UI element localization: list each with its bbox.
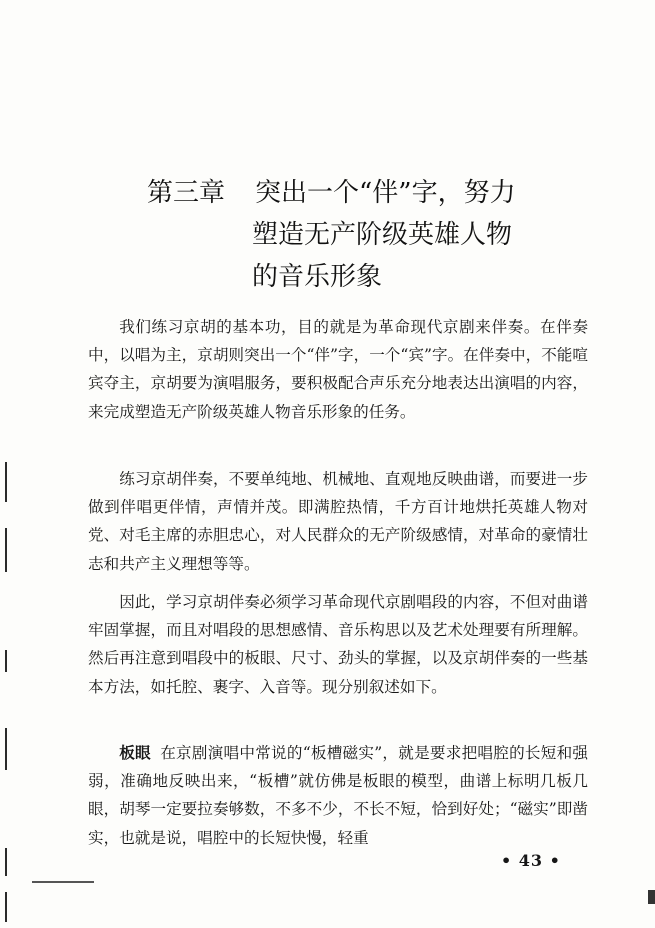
chapter-title-line-2: 塑造无产阶级英雄人物 [252,220,513,250]
scan-margin-mark [5,848,7,876]
paragraph-1: 我们练习京胡的基本功，目的就是为革命现代京剧来伴奏。在伴奏中，以唱为主，京胡则突出一个“伴”字，一个“宾”字。在伴奏中，不能喧宾夺主，京胡要为演唱服务，要积极配合声乐充分地表达出演唱的内容，来完成塑造无产阶级英雄人物音乐形象的任务。 [88,318,588,421]
section-paragraph [88,739,588,852]
scan-margin-mark [5,892,7,922]
paragraph-3: 因此，学习京胡伴奏必须学习革命现代京剧唱段的内容，不但对曲谱牢固掌握，而且对唱段的思想感情、音乐构思以及艺术处理要有所理解。然后再注意到唱段中的板眼、尺寸、劲头的掌握，以及京胡伴奏的一些基本方法，如托腔、裹字、入音等。现分别叙述如下。 [88,593,588,696]
chapter-title-line-1 [147,178,516,208]
scan-bottom-rule [32,881,94,883]
chapter-title-line-3: 的音乐形象 [252,262,383,292]
scan-margin-mark [5,528,7,572]
page-number: • 43 • [501,851,561,870]
chapter-title-text-1: 突出一个“伴”字，努力 [255,178,516,208]
chapter-number: 第三章 [147,178,226,208]
scan-margin-mark [5,650,7,672]
scan-margin-mark [5,728,7,770]
paragraph-2: 练习京胡伴奏，不要单纯地、机械地、直观地反映曲谱，而要进一步做到伴唱更伴情，声情并茂。即满腔热情，千方百计地烘托英雄人物对党、对毛主席的赤胆忠心，对人民群众的无产阶级感情，对革命的豪情壮志和共产主义理想等等。 [88,470,588,573]
scan-corner-mark [648,890,655,904]
scan-margin-mark [5,462,7,502]
section-term: 板眼 [119,743,151,762]
section-text: 在京剧演唱中常说的“板槽磁实”，就是要求把唱腔的长短和强弱，准确地反映出来，“板槽”就仿佛是板眼的模型，曲谱上标明几板几眼，胡琴一定要拉奏够数，不多不少，不长不短，恰到好处；“磁实”即凿实，也就是说，唱腔中的长短快慢，轻重 [88,744,588,847]
